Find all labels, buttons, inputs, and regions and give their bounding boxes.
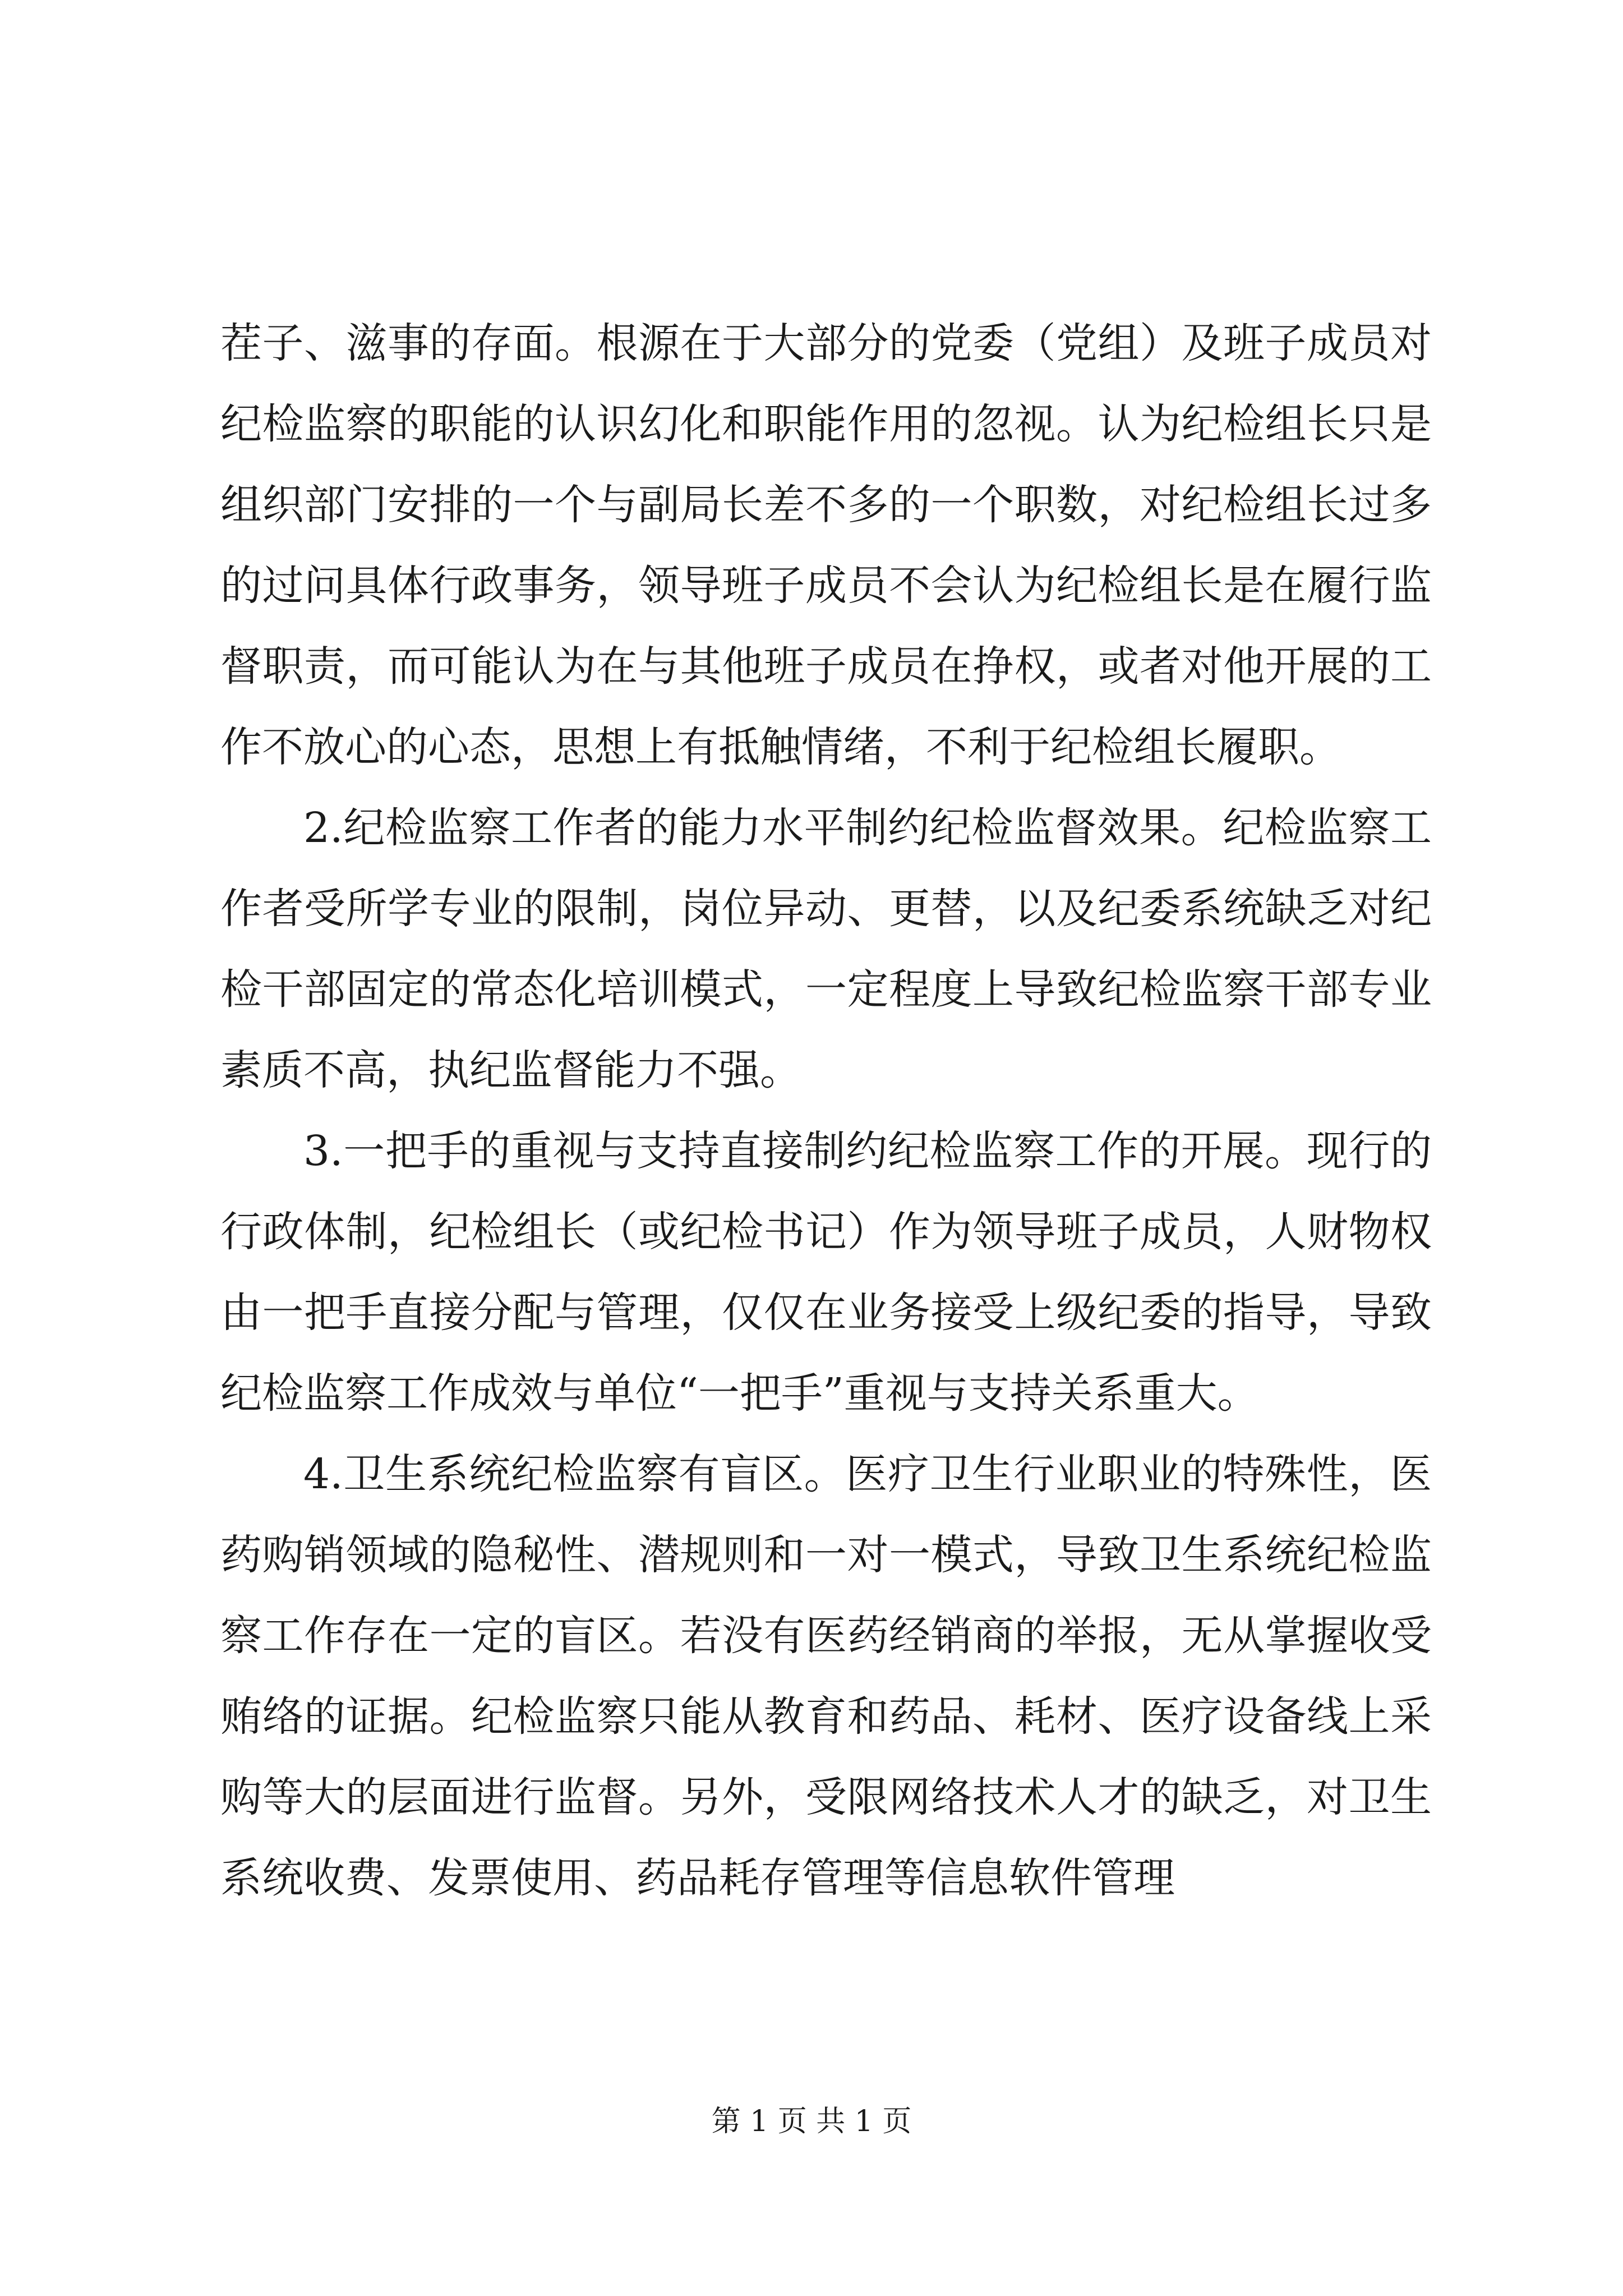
paragraph-point-3: 3.一把手的重视与支持直接制约纪检监察工作的开展。现行的行政体制，纪检组长（或纪检书记）作为领导班子成员，人财物权由一把手直接分配与管理，仅仅在业务接受上级纪委的指导，导致纪检监察工作成效与单位“一把手”重视与支持关系重大。: [220, 1127, 1432, 1418]
paragraph-point-4: 4.卫生系统纪检监察有盲区。医疗卫生行业职业的特殊性，医药购销领域的隐秘性、潜规则和一对一模式，导致卫生系统纪检监察工作存在一定的盲区。若没有医药经销商的举报，无从掌握收受贿络的证据。纪检监察只能从教育和药品、耗材、医疗设备线上采购等大的层面进行监督。另外，受限网络技术人才的缺乏，对卫生系统收费、发票使用、药品耗存管理等信息软件管理: [220, 1450, 1432, 1902]
paragraph-continuation: 茬子、滋事的存面。根源在于大部分的党委（党组）及班子成员对纪检监察的职能的认识幻化和职能作用的忽视。认为纪检组长只是组织部门安排的一个与副局长差不多的一个职数，对纪检组长过多的过问具体行政事务，领导班子成员不会认为纪检组长是在履行监督职责，而可能认为在与其他班子成员在挣权，或者对他开展的工作不放心的心态，思想上有抵触情绪，不利于纪检组长履职。: [220, 319, 1432, 771]
paragraph-point-2: 2.纪检监察工作者的能力水平制约纪检监督效果。纪检监察工作者受所学专业的限制，岗位异动、更替，以及纪委系统缺乏对纪检干部固定的常态化培训模式，一定程度上导致纪检监察干部专业素质不高，执纪监督能力不强。: [220, 804, 1432, 1094]
document-body: [220, 303, 1432, 1918]
page-footer: 第 1 页 共 1 页: [711, 2105, 912, 2138]
